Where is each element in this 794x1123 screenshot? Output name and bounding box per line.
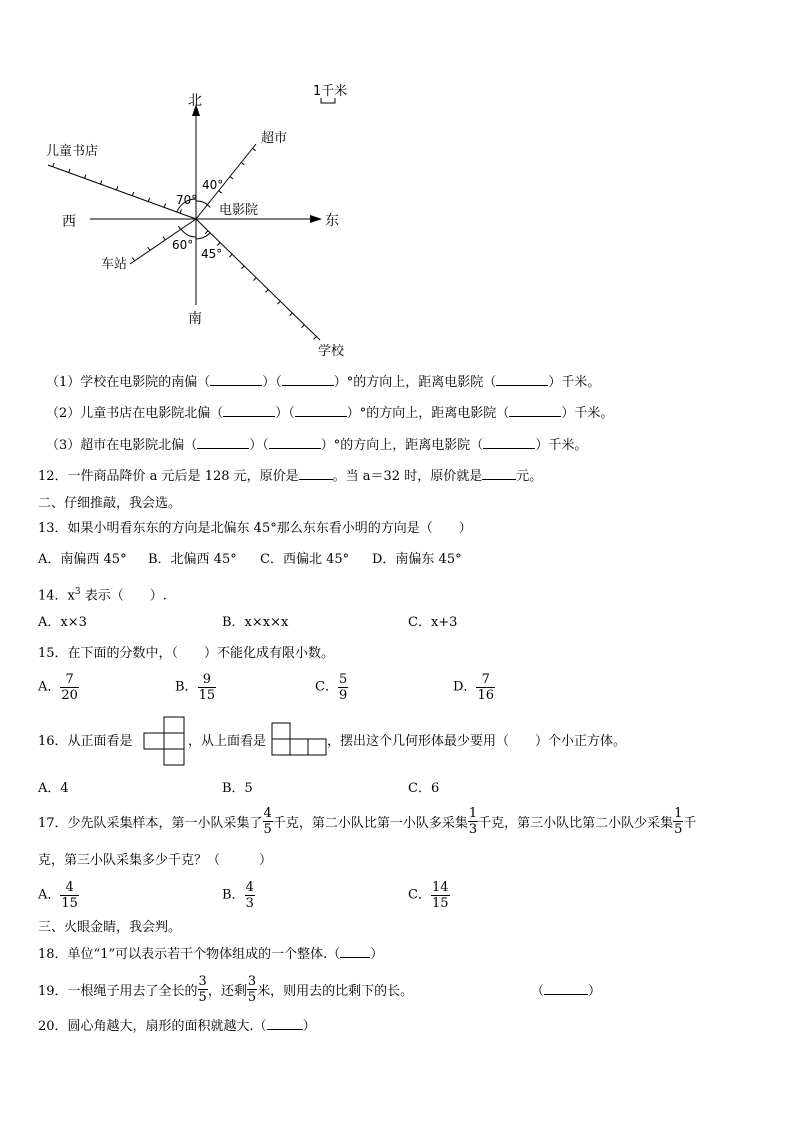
q16-option-b[interactable]: B．5 (222, 781, 253, 796)
tick-mark (217, 242, 220, 245)
q16-part-b: ，从上面看是 (188, 734, 267, 749)
q14-option-c[interactable]: C．x+3 (408, 615, 458, 630)
fraction: $\frac{3}{5}$ (247, 974, 257, 1005)
tick-mark (132, 192, 133, 196)
answer-blank[interactable] (197, 448, 249, 449)
answer-blank[interactable] (299, 479, 333, 480)
fraction: $\frac{5}{9}$ (338, 672, 348, 703)
section-2-heading: 二、仔细推敲，我会选。 (38, 496, 182, 511)
tick-mark (164, 204, 165, 208)
top-view-cell (308, 739, 326, 755)
tick-mark (277, 301, 280, 304)
angle-40: 40° (202, 178, 224, 192)
tick-mark (265, 289, 268, 292)
tick-mark (163, 237, 165, 240)
tick-mark (132, 258, 134, 261)
label-north: 北 (188, 93, 202, 109)
place-school: 学校 (318, 344, 345, 359)
fraction: $\frac{1}{3}$ (468, 806, 478, 837)
fraction: $\frac{3}{5}$ (198, 974, 207, 1005)
answer-blank[interactable] (210, 385, 262, 386)
q11-sub1: （1）学校在电影院的南偏（ ）（ ）°的方向上，距离电影院（ ）千米。 (46, 375, 601, 390)
fraction: $\frac{4}{5}$ (263, 806, 272, 837)
q16-part-c: ，摆出这个几何形体最少要用（ ）个小正方体。 (327, 734, 627, 749)
q15-option-d[interactable]: D． $\frac{7}{16}$ (453, 672, 494, 703)
fraction: $\frac{1}{5}$ (674, 806, 683, 837)
front-view-figure (143, 716, 189, 768)
place-bookstore: 儿童书店 (46, 144, 99, 159)
q13-option-d[interactable]: D．南偏东 45° (372, 552, 462, 567)
tick-mark (241, 162, 244, 164)
tick-mark (180, 209, 181, 213)
top-view-cell (272, 723, 290, 739)
answer-blank[interactable] (295, 416, 347, 417)
tick-mark (85, 175, 86, 179)
q12: 12．一件商品降价 a 元后是 128 元，原价是 。当 a＝32 时，原价就是 元。 (38, 469, 543, 484)
fraction: $\frac{9}{15}$ (198, 672, 216, 703)
q13-option-c[interactable]: C．西偏北 45° (260, 552, 350, 567)
answer-blank[interactable] (509, 416, 561, 417)
tick-mark (253, 148, 256, 150)
place-station: 车站 (101, 257, 128, 272)
answer-blank[interactable] (267, 1029, 303, 1030)
q18: 18．单位“1”可以表示若干个物体组成的一个整体.（ ） (38, 947, 384, 962)
direction-map (0, 0, 794, 370)
label-east: 东 (325, 213, 339, 229)
angle-60: 60° (172, 238, 194, 252)
fraction: $\frac{14}{15}$ (431, 880, 449, 911)
front-view-cell (144, 733, 164, 749)
q14-option-a[interactable]: A．x×3 (38, 615, 87, 630)
tick-mark (241, 266, 244, 269)
label-west: 西 (62, 214, 76, 230)
tick-mark (205, 231, 208, 234)
q16-option-a[interactable]: A．4 (38, 781, 69, 796)
answer-blank[interactable] (482, 479, 516, 480)
answer-blank[interactable] (483, 448, 535, 449)
arc-45 (196, 233, 210, 239)
section-3-heading: 三、火眼金睛，我会判。 (38, 920, 182, 935)
q17-line2: 克，第三小队采集多少千克？（ ） (38, 853, 273, 868)
q19: 19．一根绳子用去了全长的 $\frac{3}{5}$ ，还剩 $\frac{3}{5}$ 米，则用去的比剩下的长。 (38, 974, 414, 1005)
arc-40 (196, 201, 208, 205)
ray-bookstore (48, 165, 196, 219)
q13-option-b[interactable]: B．北偏西 45° (148, 552, 237, 567)
answer-blank[interactable] (340, 957, 370, 958)
tick-mark (148, 247, 150, 250)
angle-70: 70° (176, 193, 198, 207)
q16-option-c[interactable]: C．6 (408, 781, 440, 796)
angle-45: 45° (201, 247, 223, 261)
q15-option-a[interactable]: A． $\frac{7}{20}$ (38, 672, 78, 703)
answer-blank[interactable] (269, 448, 321, 449)
tick-mark (290, 313, 293, 316)
tick-mark (148, 198, 149, 202)
q19-answer: （ ） (531, 984, 602, 999)
scale-label: 1千米 (313, 84, 348, 99)
q11-sub2: （2）儿童书店在电影院北偏（ ）（ ）°的方向上，距离电影院（ ）千米。 (46, 406, 614, 421)
answer-blank[interactable] (496, 385, 548, 386)
tick-mark (69, 169, 70, 173)
arc-60 (181, 229, 196, 237)
q17-option-b[interactable]: B． $\frac{4}{3}$ (222, 880, 254, 911)
q16-part-a: 16．从正面看是 (38, 734, 133, 749)
tick-mark (101, 180, 102, 184)
fraction: $\frac{4}{3}$ (245, 880, 254, 911)
q15-stem: 15．在下面的分数中，（ ）不能化成有限小数。 (38, 646, 335, 661)
label-cinema: 电影院 (219, 203, 259, 218)
q17-option-a[interactable]: A． $\frac{4}{15}$ (38, 880, 78, 911)
label-south: 南 (188, 311, 202, 327)
fraction: $\frac{4}{15}$ (61, 880, 78, 911)
tick-mark (178, 226, 180, 229)
q11-sub3: （3）超市在电影院北偏（ ）（ ）°的方向上，距离电影院（ ）千米。 (46, 438, 588, 453)
front-view-cell (164, 749, 184, 765)
top-view-cell (272, 739, 290, 755)
front-view-cell (164, 717, 184, 733)
tick-mark (253, 278, 256, 281)
q13-stem: 13．如果小明看东东的方向是北偏东 45°那么东东看小明的方向是（ ） (38, 521, 472, 536)
tick-mark (314, 336, 317, 339)
place-supermarket: 超市 (261, 131, 288, 146)
fraction: $\frac{7}{20}$ (61, 672, 78, 703)
q20: 20．圆心角越大，扇形的面积就越大.（ ） (38, 1019, 316, 1034)
answer-blank[interactable] (544, 994, 588, 995)
tick-mark (230, 177, 233, 179)
answer-blank[interactable] (282, 385, 334, 386)
q14-stem: 14．$x^3$ 表示（ ）. (38, 587, 167, 604)
q17-option-c[interactable]: C． $\frac{14}{15}$ (408, 880, 449, 911)
tick-mark (302, 325, 305, 328)
top-view-figure (270, 721, 328, 757)
tick-mark (229, 254, 232, 257)
ray-school (196, 219, 320, 340)
east-arrow (310, 215, 322, 223)
q13-option-a[interactable]: A．南偏西 45° (38, 552, 127, 567)
answer-blank[interactable] (223, 416, 275, 417)
tick-mark (116, 186, 117, 190)
front-view-cell (164, 733, 184, 749)
fraction: $\frac{7}{16}$ (477, 672, 494, 703)
q14-option-b[interactable]: B．x×x×x (222, 615, 289, 630)
top-view-cell (290, 739, 308, 755)
tick-mark (53, 163, 54, 167)
q17-line1: 17．少先队采集样本，第一小队采集了 $\frac{4}{5}$ 千克，第二小队比第一小队多采集 $\frac{1}{3}$ 千克，第三小队比第二小队少采集 $\frac{1}{5}$ 千 (38, 806, 697, 837)
q15-option-b[interactable]: B． $\frac{9}{15}$ (175, 672, 216, 703)
q15-option-c[interactable]: C． $\frac{5}{9}$ (315, 672, 348, 703)
